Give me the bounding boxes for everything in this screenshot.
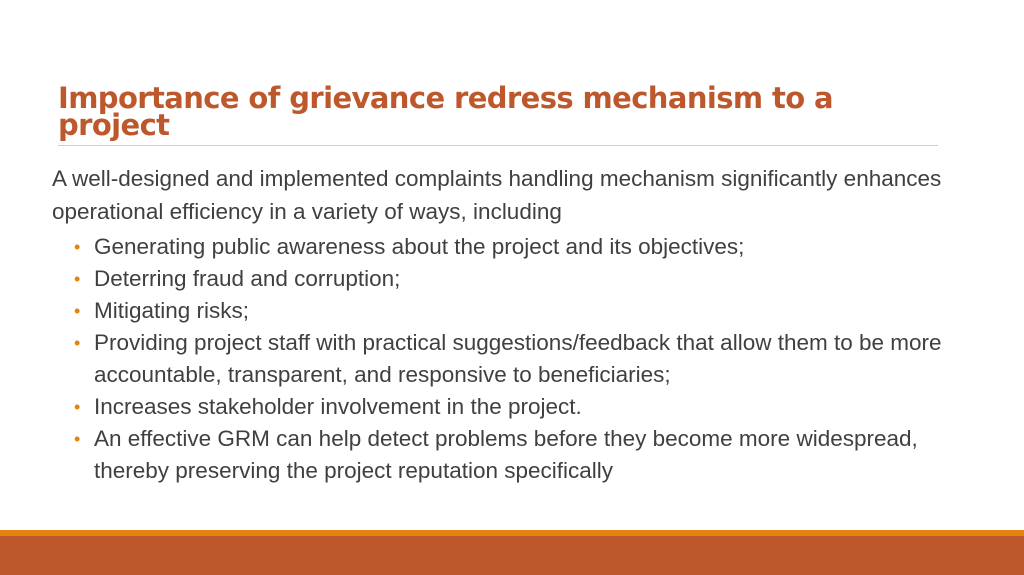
bullet-list — [52, 231, 972, 487]
bullet-icon: • — [74, 397, 81, 417]
bullet-icon: • — [74, 333, 81, 353]
slide-title: Importance of grievance redress mechanism to a project — [58, 81, 834, 142]
list-item — [74, 327, 972, 391]
list-item — [74, 263, 972, 295]
bullet-icon: • — [74, 429, 81, 449]
bullet-text: Increases stakeholder involvement in the project. — [94, 394, 582, 419]
title-divider — [58, 145, 938, 146]
list-item — [74, 391, 972, 423]
bullet-text: Generating public awareness about the project and its objectives; — [94, 234, 745, 259]
bullet-icon: • — [74, 301, 81, 321]
footer-bar — [0, 536, 1024, 575]
list-item — [74, 423, 972, 487]
bullet-icon: • — [74, 269, 81, 289]
intro-paragraph: A well-designed and implemented complaints handling mechanism significantly enhances operational efficiency in a variety of ways, including — [52, 166, 942, 224]
bullet-text: Deterring fraud and corruption; — [94, 266, 401, 291]
bullet-icon: • — [74, 237, 81, 257]
list-item — [74, 295, 972, 327]
bullet-text: Providing project staff with practical suggestions/feedback that allow them to be more accountable, transparent, and responsive to beneficiaries; — [94, 330, 942, 387]
bullet-text: An effective GRM can help detect problems before they become more widespread, thereby preserving the project reputation specifically — [94, 426, 918, 483]
slide-body — [52, 162, 972, 487]
list-item — [74, 231, 972, 263]
bullet-text: Mitigating risks; — [94, 298, 250, 323]
